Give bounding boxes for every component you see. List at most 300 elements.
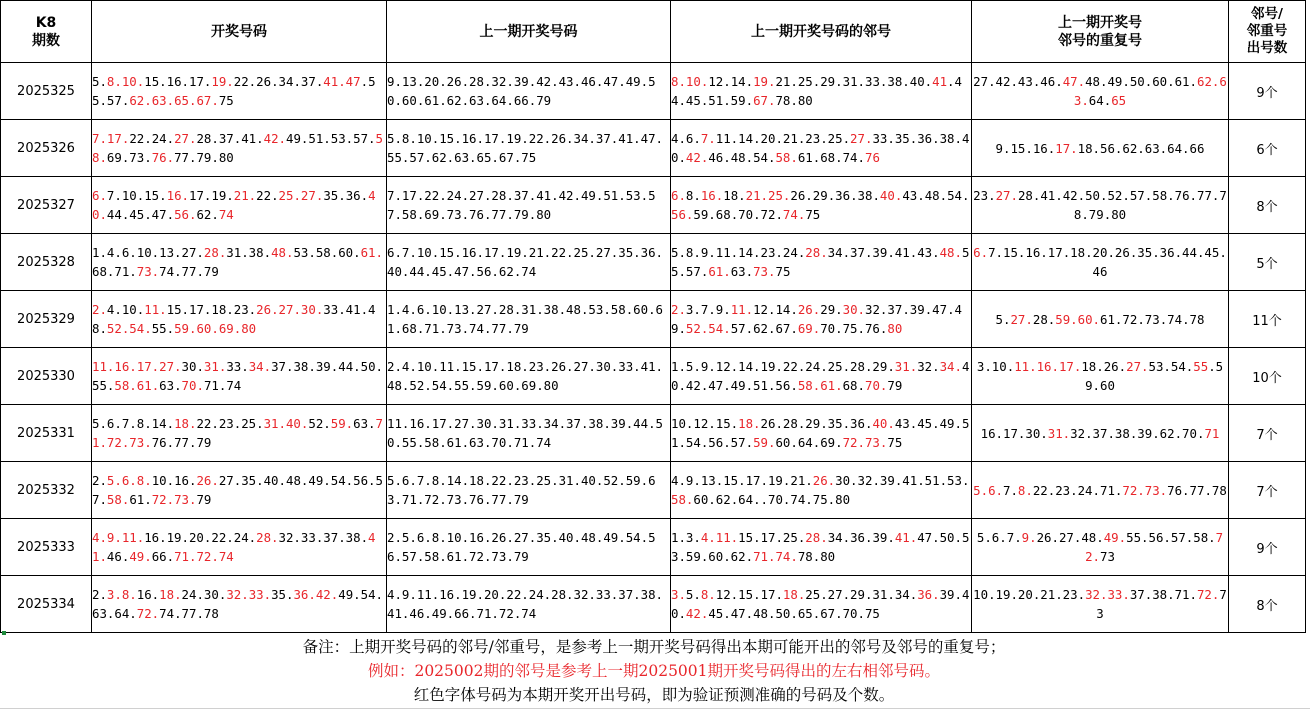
hit-number: 32.33.	[226, 587, 272, 602]
number: .55.57.	[92, 74, 376, 108]
prev-draw-cell	[387, 291, 671, 348]
hit-number: 71.74.	[753, 549, 798, 564]
hit-number: 74.	[782, 207, 806, 222]
number: 47.50.53.59.60.62.	[671, 530, 970, 564]
number: 24.30.	[181, 587, 227, 602]
hit-number: 76	[864, 150, 880, 165]
number: 53.58.60.	[293, 245, 361, 260]
draw-numbers-cell	[92, 177, 387, 234]
hit-number: 58.	[775, 150, 798, 165]
hit-number: 27.	[995, 188, 1018, 203]
hit-number: 8.10.	[671, 74, 709, 89]
hit-number: 70.	[181, 378, 204, 393]
hit-number: 32.33.	[1085, 587, 1130, 602]
number: 25.27.29.31.34.	[805, 587, 918, 602]
hit-number: 21.	[233, 188, 257, 203]
number: 75	[775, 264, 791, 279]
hit-number: 67.	[753, 93, 776, 108]
hit-number: 40.	[872, 416, 895, 431]
number: 5.	[995, 311, 1011, 327]
number: 1.5.9.12.14.19.22.24.25.28.29.	[671, 359, 895, 374]
hit-number: 58.61.	[114, 378, 160, 393]
number: 48.49.50.60.61.	[1085, 74, 1197, 89]
hit-number: 18.	[174, 416, 197, 431]
prev-neighbors-cell	[671, 576, 972, 633]
number: 10.16.	[151, 473, 197, 488]
number: 10.12.15.	[671, 416, 739, 431]
number: 15.17.25.	[738, 530, 806, 545]
hit-count-cell: 8个	[1229, 576, 1306, 633]
hit-count-cell: 8个	[1229, 177, 1306, 234]
hit-number: 73.	[753, 264, 776, 279]
number: 6.7.10.15.16.17.19.21.22.25.27.35.36.40.44.45.47.56.62.74	[387, 245, 664, 279]
number: 34.37.39.41.43.	[827, 245, 940, 260]
hit-number: 58.	[671, 492, 694, 507]
hit-number: 28.	[256, 530, 279, 545]
prev-neighbors-cell	[671, 177, 972, 234]
hit-number: 58.61.	[797, 378, 843, 393]
number: 49.51.53.57.	[286, 131, 376, 146]
hit-count-cell: 10个	[1229, 348, 1306, 405]
number: 37.38.71.	[1129, 587, 1197, 602]
number: 4.6.	[671, 131, 701, 146]
number: 55.	[151, 321, 175, 336]
number: 15.16.17.	[144, 74, 212, 89]
number: 28.37.41.	[196, 131, 264, 146]
prev-neighbor-repeats-cell	[972, 348, 1229, 405]
hit-number: 40.	[92, 188, 376, 222]
number: 75	[887, 435, 903, 450]
number: 75	[805, 207, 821, 222]
hit-number: 6.	[92, 188, 107, 203]
number: 10.19.20.21.23.	[973, 587, 1086, 602]
hit-number: 31.	[894, 359, 918, 374]
hit-number: 25.27.	[278, 188, 324, 203]
hit-number: 30.	[842, 302, 866, 317]
period-cell: 2025330	[1, 348, 92, 405]
number: 66.	[151, 549, 175, 564]
hit-number: 80	[887, 321, 903, 336]
hit-number: 58.	[92, 131, 383, 165]
number: 32.37.38.39.62.70.	[1070, 425, 1205, 441]
number: 16.19.20.22.24.	[144, 530, 257, 545]
hit-number: 65	[1111, 93, 1127, 108]
number: 17.19.	[189, 188, 234, 203]
number: 30.	[181, 359, 204, 374]
header-hit-count: 邻号/ 邻重号 出号数	[1229, 1, 1306, 63]
number: 5.8.9.11.14.23.24.	[671, 245, 806, 260]
hit-number: 2.	[671, 302, 686, 317]
hit-number: 49.	[1103, 530, 1127, 545]
number: 22.26.34.37.	[233, 74, 324, 89]
hit-number: 73.	[136, 264, 160, 279]
hit-number: 4.9.11.	[92, 530, 145, 545]
table-row	[1, 63, 1306, 120]
hit-number: 59.60.	[1055, 311, 1101, 327]
hit-number: 56.	[671, 207, 694, 222]
hit-number: 41.47	[323, 74, 361, 89]
number: 33.41.48.	[92, 302, 376, 336]
number: 9.15.16.	[995, 140, 1056, 156]
hit-number: 27.	[174, 131, 197, 146]
hit-number: 48.	[271, 245, 294, 260]
draw-numbers-cell	[92, 291, 387, 348]
number: 18.56.62.63.64.66	[1077, 140, 1205, 156]
header-prev-neighbor-repeats: 上一期开奖号 邻号的重复号	[972, 1, 1229, 63]
header-draw: 开奖号码	[92, 1, 387, 63]
notes-block	[4, 635, 1304, 707]
number: 5.	[685, 587, 701, 602]
number: 12.14.	[753, 302, 798, 317]
hit-number: 34.	[248, 359, 272, 374]
number: 5.8.10.15.16.17.19.22.26.34.37.41.47.55.57.62.63.65.67.75	[387, 131, 664, 165]
hit-number: 7.	[700, 131, 716, 146]
number: 2.	[92, 587, 107, 602]
number: 11.16.17.27.30.31.33.34.37.38.39.44.50.55.58.61.63.70.71.74	[387, 416, 664, 450]
hit-number: 41.	[894, 530, 918, 545]
prev-neighbors-cell	[671, 348, 972, 405]
number: 12.14.	[708, 74, 754, 89]
prev-neighbor-repeats-cell	[972, 63, 1229, 120]
table-row	[1, 120, 1306, 177]
number: 28.	[1032, 311, 1056, 327]
number: 40.42.47.49.51.56.	[671, 359, 970, 393]
number: 74.77.79	[159, 264, 219, 279]
hit-number: 27.	[850, 131, 873, 146]
hit-number: 18.	[159, 587, 182, 602]
number: 33.35.36.38.40.	[671, 131, 970, 165]
hit-number: 5.6.8.	[106, 473, 152, 488]
number: 27.42.43.46.	[973, 74, 1063, 89]
prev-draw-cell	[387, 519, 671, 576]
hit-number: 17.	[1055, 140, 1078, 156]
hit-count-cell: 11个	[1229, 291, 1306, 348]
number: 2.	[92, 473, 107, 488]
draw-numbers-cell	[92, 63, 387, 120]
hit-number: 11.	[144, 302, 167, 317]
note-line-3: 红色字体号码为本期开奖开出号码，即为验证预测准确的号码及个数。	[413, 686, 895, 704]
number: 7.10.15.	[106, 188, 167, 203]
hit-number: 42.	[685, 606, 709, 621]
number: 39.40.	[671, 587, 970, 621]
number: 76.77.79	[151, 435, 212, 450]
period-cell: 2025325	[1, 63, 92, 120]
draw-numbers-cell	[92, 405, 387, 462]
prev-draw-cell	[387, 462, 671, 519]
prev-neighbors-cell	[671, 291, 972, 348]
number: 32.	[917, 359, 940, 374]
number: 27.35.40.48.49.54.56.57.	[92, 473, 383, 507]
draw-numbers-cell	[92, 576, 387, 633]
hit-number: 8.	[1017, 482, 1033, 498]
hit-number: 36.42.	[293, 587, 339, 602]
sheet-bottom-strip	[0, 708, 1310, 720]
prev-neighbors-cell	[671, 234, 972, 291]
period-cell: 2025333	[1, 519, 92, 576]
header-period: K8 期数	[1, 1, 92, 63]
number: 79	[887, 378, 903, 393]
prev-neighbors-cell	[671, 120, 972, 177]
number: .59.60	[1085, 359, 1224, 393]
hit-number: 2.	[92, 302, 107, 317]
hit-number: 71.72.74	[174, 549, 234, 564]
hit-number: 71.72.73.	[92, 416, 383, 450]
hit-number: 27.	[1126, 359, 1149, 374]
number: 4.10.	[106, 302, 145, 317]
number: 73	[1100, 549, 1115, 564]
number: 73	[1096, 587, 1227, 621]
draw-numbers-cell	[92, 462, 387, 519]
number: 49.54.63.64.	[92, 587, 383, 621]
number: 63.	[730, 264, 754, 279]
number: 33.	[226, 359, 249, 374]
number: 44.45.47.	[106, 207, 175, 222]
hit-number: 8.	[700, 587, 716, 602]
number: 43.45.49.51.54.56.57.	[671, 416, 970, 450]
hit-number: 59.	[330, 416, 354, 431]
number: 70.75.76.	[820, 321, 888, 336]
number: 62.	[196, 207, 219, 222]
hit-number: 69.	[797, 321, 821, 336]
hit-number: 26.	[196, 473, 219, 488]
number: 5.6.7.	[976, 530, 1022, 545]
hit-number: 5.6.	[973, 482, 1003, 498]
hit-count-cell: 5个	[1229, 234, 1306, 291]
draw-numbers-cell	[92, 348, 387, 405]
prev-draw-cell	[387, 63, 671, 120]
hit-number: 26.27.30.	[256, 302, 324, 317]
hit-number: 18.	[782, 587, 806, 602]
number: 77.79.80	[174, 150, 234, 165]
number: 7.	[1003, 482, 1018, 498]
hit-number: 70.	[864, 378, 888, 393]
number: 61.	[129, 492, 152, 507]
period-cell: 2025327	[1, 177, 92, 234]
number: 5.6.7.8.14.18.22.23.25.31.40.52.59.63.71.72.73.76.77.79	[387, 473, 656, 507]
number: 60.64.69.	[775, 435, 843, 450]
hit-number: 72.	[136, 606, 160, 621]
hit-count-cell: 9个	[1229, 63, 1306, 120]
number: 64.	[1088, 93, 1112, 108]
number: 59.68.70.72.	[693, 207, 783, 222]
number: 22.	[256, 188, 279, 203]
number: 1.4.6.10.13.27.	[92, 245, 204, 260]
hit-number: 28.	[805, 530, 828, 545]
table-row	[1, 348, 1306, 405]
hit-number: 19.	[211, 74, 234, 89]
number: 69.73.	[106, 150, 152, 165]
number: 78.80	[797, 549, 836, 564]
hit-number: 61.	[360, 245, 383, 260]
number: 5.	[92, 74, 107, 89]
hit-number: 7.17.	[92, 131, 130, 146]
hit-number: 26.	[812, 473, 836, 488]
period-cell: 2025328	[1, 234, 92, 291]
hit-number: 9.	[1021, 530, 1037, 545]
hit-number: 72.	[1196, 587, 1220, 602]
number: 60.62.64..70.74.75.80	[693, 492, 851, 507]
number: 55.57.	[671, 245, 970, 279]
hit-number: 56.	[174, 207, 197, 222]
number: 21.25.29.31.33.38.40.	[775, 74, 933, 89]
table-row	[1, 519, 1306, 576]
period-cell: 2025334	[1, 576, 92, 633]
number: 32.33.37.38.	[278, 530, 369, 545]
hit-number: 42.	[685, 150, 709, 165]
header-prev-neighbors: 上一期开奖号码的邻号	[671, 1, 972, 63]
prev-neighbor-repeats-cell	[972, 120, 1229, 177]
hit-count-cell: 9个	[1229, 519, 1306, 576]
note-line-1: 备注：上期开奖号码的邻号/邻重号，是参考上一期开奖号码得出本期可能开出的邻号及邻号的重复号；	[302, 638, 1006, 656]
number: 9.13.20.26.28.32.39.42.43.46.47.49.50.60.61.62.63.64.66.79	[387, 74, 656, 108]
table-row	[1, 291, 1306, 348]
number: 32.37.39.47.49.	[671, 302, 962, 336]
hit-number: 16.	[700, 188, 724, 203]
number: 55.56.57.58.	[1126, 530, 1216, 545]
hit-number: 74	[218, 207, 234, 222]
header-row	[1, 1, 1306, 63]
hit-number: 72.73.	[151, 492, 197, 507]
hit-count-cell: 7个	[1229, 405, 1306, 462]
hit-number: 3.	[671, 587, 686, 602]
period-cell: 2025326	[1, 120, 92, 177]
hit-number: 31.	[203, 359, 227, 374]
number: 76.77.78	[1167, 482, 1227, 498]
number: 79	[196, 492, 212, 507]
number: 3.10.	[976, 359, 1015, 374]
number: 43.48.54.	[902, 188, 970, 203]
number: 52.	[308, 416, 331, 431]
hit-number: 52.54.	[106, 321, 152, 336]
number: 7.15.16.17.18.20.26.35.36.44.45.46	[988, 245, 1227, 279]
number: 46.48.54.	[708, 150, 776, 165]
hit-number: 58.	[106, 492, 130, 507]
table-body	[1, 63, 1306, 633]
number: 68.	[842, 378, 865, 393]
prev-neighbor-repeats-cell	[972, 576, 1229, 633]
hit-number: 3.8.	[106, 587, 137, 602]
number: 35.36.	[323, 188, 369, 203]
hit-count-cell: 6个	[1229, 120, 1306, 177]
number: 22.23.24.71.	[1032, 482, 1123, 498]
hit-number: 48.	[939, 245, 962, 260]
number: 30.32.39.41.51.53.	[835, 473, 970, 488]
number: 18.26.	[1081, 359, 1127, 374]
number: 26.29.36.38.	[790, 188, 880, 203]
hit-number: 16.	[166, 188, 189, 203]
prev-draw-cell	[387, 234, 671, 291]
number: 74.77.78	[159, 606, 219, 621]
number: 11.14.20.21.23.25.	[715, 131, 851, 146]
prev-draw-cell	[387, 120, 671, 177]
number: 61.72.73.74.78	[1100, 311, 1205, 327]
number: 22.23.25.	[196, 416, 264, 431]
prev-neighbor-repeats-cell	[972, 405, 1229, 462]
hit-number: 31.40.	[263, 416, 309, 431]
hit-count-cell: 7个	[1229, 462, 1306, 519]
number: 35.	[271, 587, 294, 602]
table-row	[1, 177, 1306, 234]
period-cell: 2025329	[1, 291, 92, 348]
hit-number: 59.	[753, 435, 776, 450]
number: 23.	[973, 188, 996, 203]
hit-number: 26.	[797, 302, 821, 317]
number: 26.27.48.	[1036, 530, 1104, 545]
hit-number: 47.	[1062, 74, 1086, 89]
prev-draw-cell	[387, 576, 671, 633]
hit-number: 59.60.69.80	[174, 321, 257, 336]
number: 28.41.42.50.52.57.58.76.77.78.79.80	[1017, 188, 1227, 222]
prev-neighbor-repeats-cell	[972, 519, 1229, 576]
period-cell: 2025331	[1, 405, 92, 462]
prev-draw-cell	[387, 405, 671, 462]
hit-number: 52.54.	[685, 321, 731, 336]
hit-number: 4.11.	[700, 530, 739, 545]
number: 5.6.7.8.14.	[92, 416, 175, 431]
hit-number: 71	[1204, 425, 1220, 441]
period-cell: 2025332	[1, 462, 92, 519]
hit-number: 28.	[203, 245, 227, 260]
hit-number: 6.	[973, 245, 989, 260]
number: 71.74	[203, 378, 242, 393]
hit-number: 62.63.	[1073, 74, 1227, 108]
prev-neighbors-cell	[671, 63, 972, 120]
prev-neighbors-cell	[671, 405, 972, 462]
hit-number: 11.	[730, 302, 754, 317]
hit-number: 19.	[753, 74, 776, 89]
hit-number: 55	[1193, 359, 1209, 374]
number: 63.	[353, 416, 376, 431]
hit-number: 62.63.65.67.	[129, 93, 219, 108]
number: 37.38.39.44.50.55.	[92, 359, 383, 393]
hit-number: 11.16.17.	[1014, 359, 1082, 374]
hit-number: 34.	[939, 359, 962, 374]
number: 4.9.13.15.17.19.21.	[671, 473, 813, 488]
hit-number: 8.10.	[106, 74, 145, 89]
number: 45.47.48.50.65.67.70.75	[708, 606, 880, 621]
hit-number: 21.25.	[745, 188, 791, 203]
prev-neighbor-repeats-cell	[972, 291, 1229, 348]
number: 61.68.74.	[797, 150, 865, 165]
number: 16.17.30.	[980, 425, 1048, 441]
number: .44.45.51.59.	[671, 74, 962, 108]
number: 8.	[685, 188, 701, 203]
prev-neighbors-cell	[671, 462, 972, 519]
hit-number: 72.73.	[1122, 482, 1168, 498]
number: 63.	[159, 378, 182, 393]
hit-number: 11.16.17.27.	[92, 359, 182, 374]
number: 12.15.17.	[715, 587, 783, 602]
prev-neighbor-repeats-cell	[972, 234, 1229, 291]
hit-number: 28.	[805, 245, 828, 260]
hit-number: 31.	[1047, 425, 1071, 441]
prev-neighbors-cell	[671, 519, 972, 576]
table-row	[1, 234, 1306, 291]
hit-number: 49.	[129, 549, 152, 564]
number: 78.80	[775, 93, 813, 108]
draw-numbers-cell	[92, 234, 387, 291]
draw-numbers-cell	[92, 519, 387, 576]
number: 31.38.	[226, 245, 272, 260]
prev-draw-cell	[387, 177, 671, 234]
prev-neighbor-repeats-cell	[972, 177, 1229, 234]
hit-number: 42.	[263, 131, 286, 146]
table-row	[1, 462, 1306, 519]
hit-number: 41.	[92, 530, 376, 564]
number: 75	[218, 93, 234, 108]
hit-number: 72.73.	[842, 435, 888, 450]
draw-numbers-cell	[92, 120, 387, 177]
